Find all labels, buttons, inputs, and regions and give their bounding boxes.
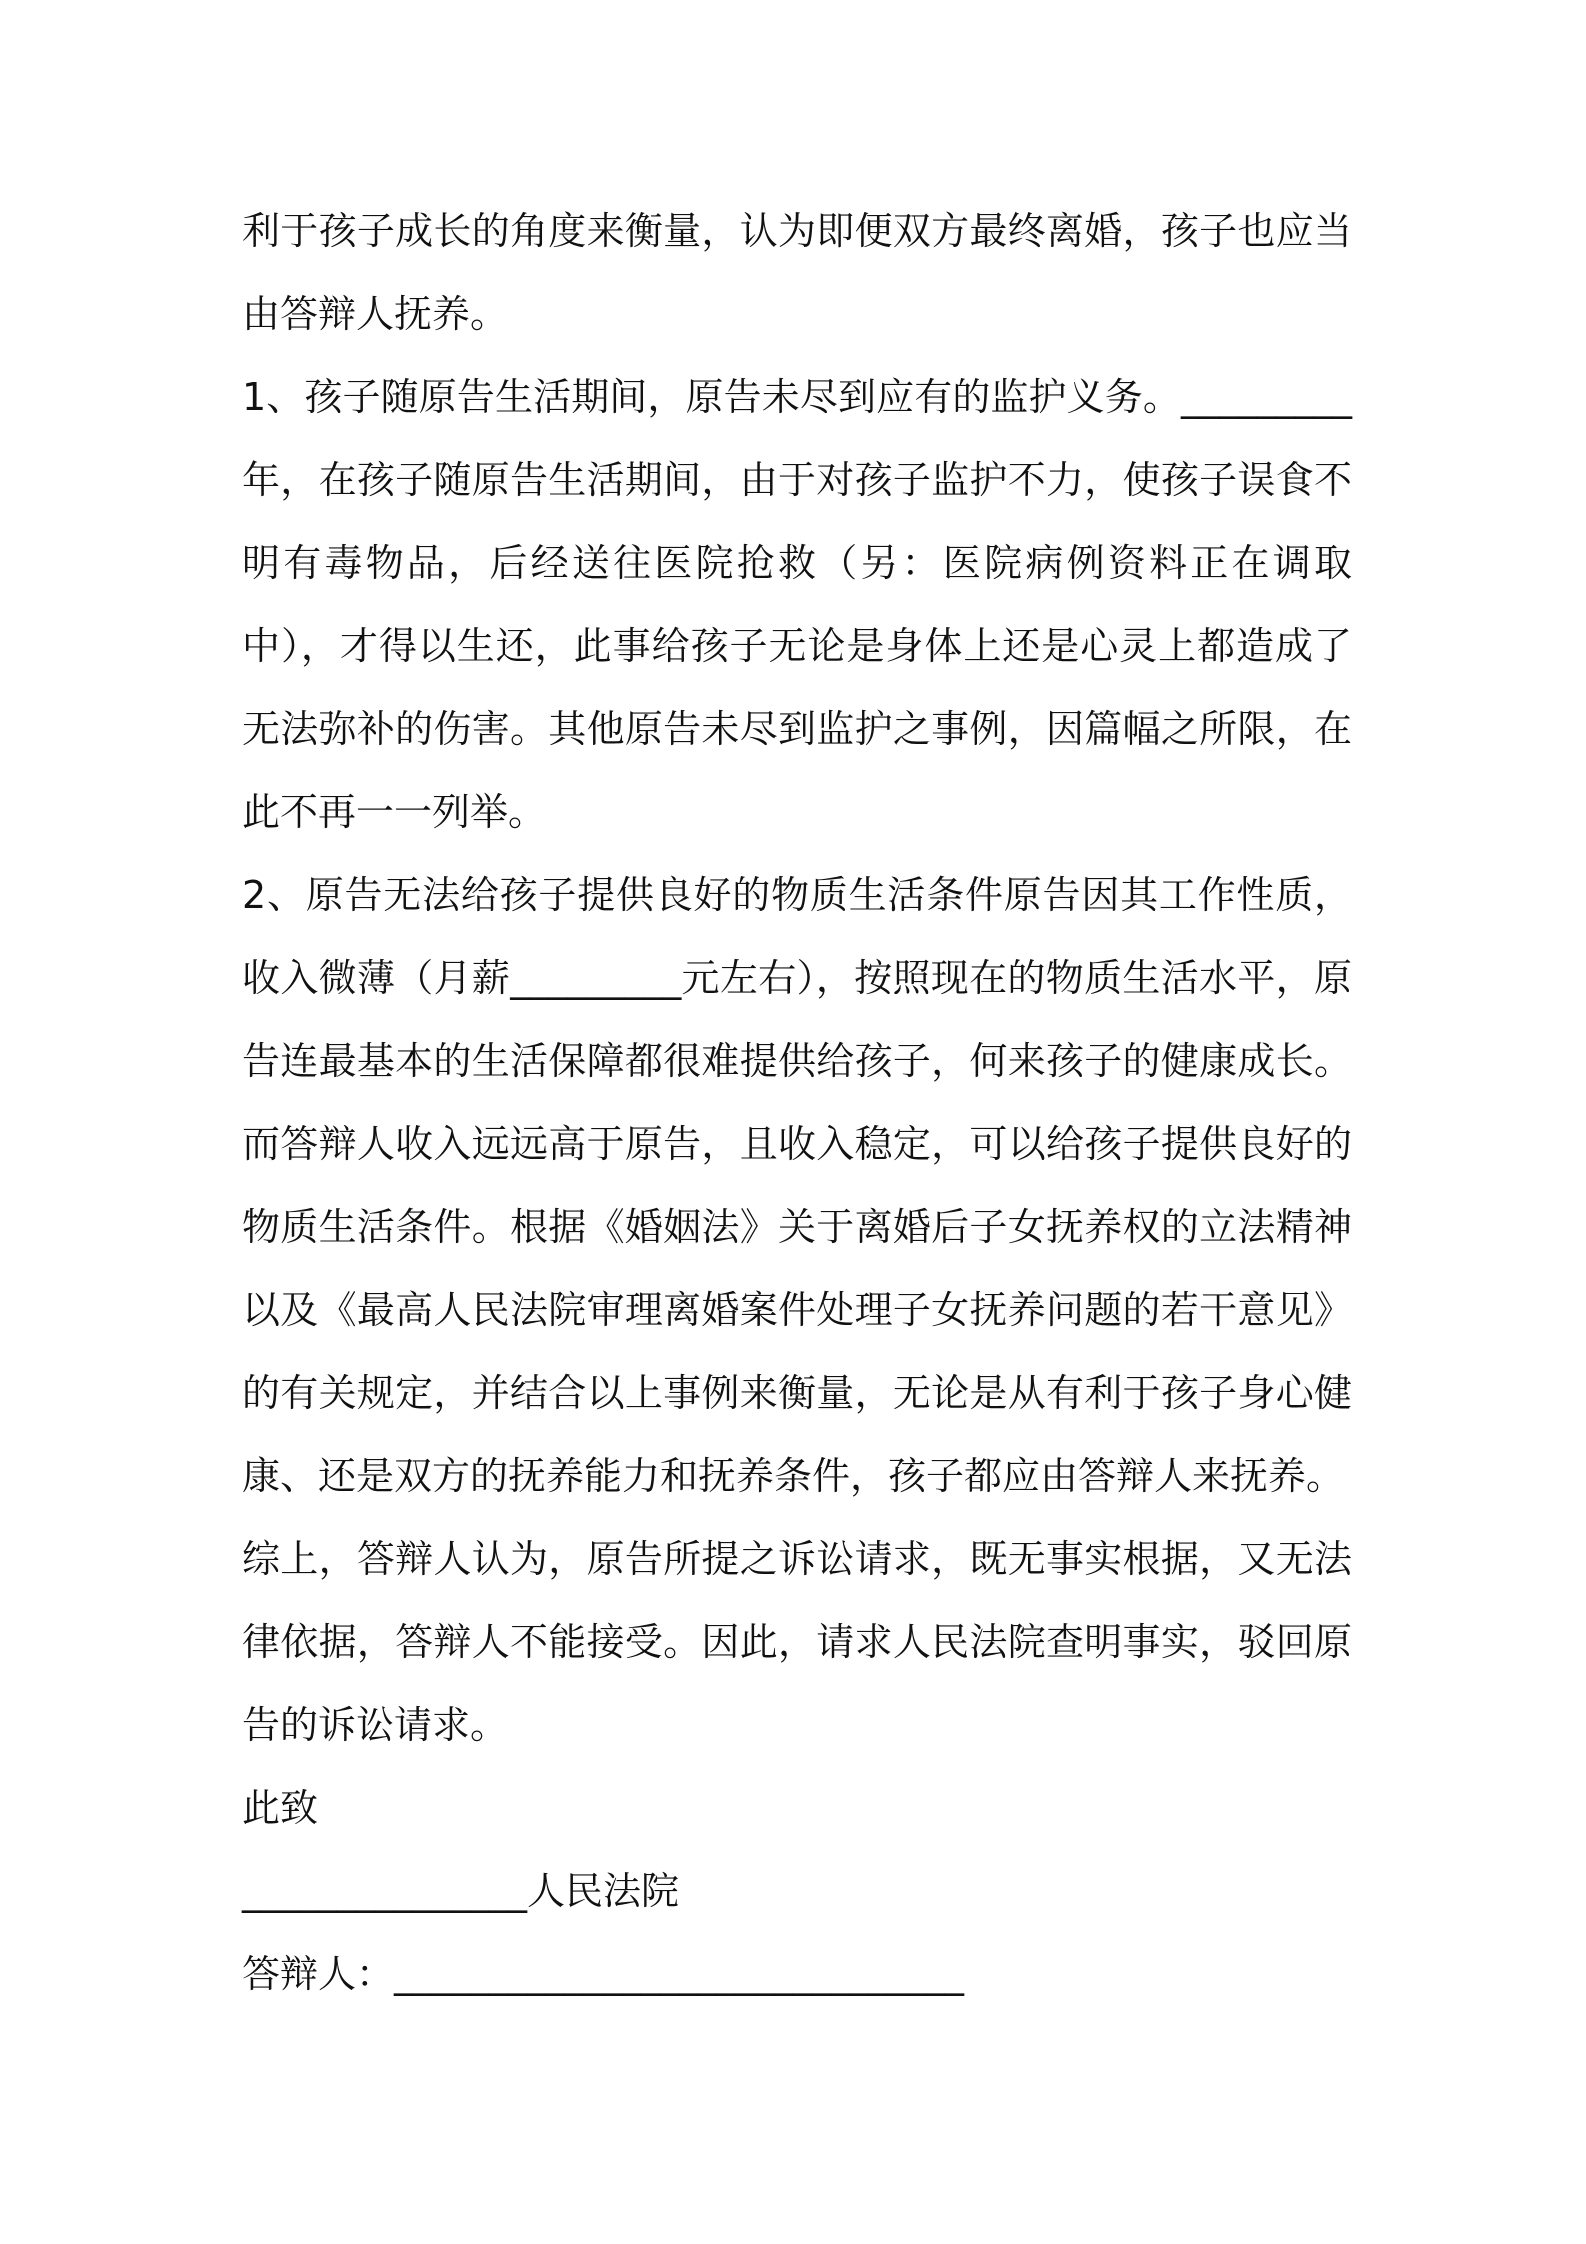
paragraph-summary: 综上，答辩人认为，原告所提之诉讼请求，既无事实根据，又无法律依据，答辩人不能接受。因此，请求人民法院查明事实，驳回原告的诉讼请求。 — [242, 1537, 1352, 1747]
closing-salutation: 此致 — [242, 1786, 319, 1830]
paragraph-guardianship: 1、孩子随原告生活期间，原告未尽到应有的监护义务。_________年，在孩子随原告生活期间，由于对孩子监护不力，使孩子误食不明有毒物品，后经送往医院抢救（另：医院病例资料正在调取中），才得以生还，此事给孩子无论是身体上还是心灵上都造成了无法弥补的伤害。其他原告未尽到监护之事例，因篇幅之所限，在此不再一一列举。 — [242, 375, 1352, 834]
respondent-signature-line: 答辩人：______________________________ — [242, 1952, 965, 1996]
paragraph-custody-conclusion: 利于孩子成长的角度来衡量，认为即便双方最终离婚，孩子也应当由答辩人抚养。 — [242, 209, 1352, 336]
document-body — [242, 190, 1352, 2016]
court-addressee: _______________人民法院 — [242, 1869, 680, 1913]
paragraph-material-conditions: 2、原告无法给孩子提供良好的物质生活条件原告因其工作性质，收入微薄（月薪_________元左右），按照现在的物质生活水平，原告连最基本的生活保障都很难提供给孩子，何来孩子的健康成长。而答辩人收入远远高于原告，且收入稳定，可以给孩子提供良好的物质生活条件。根据《婚姻法》关于离婚后子女抚养权的立法精神以及《最高人民法院审理离婚案件处理子女抚养问题的若干意见》的有关规定，并结合以上事例来衡量，无论是从有利于孩子身心健康、还是双方的抚养能力和抚养条件，孩子都应由答辩人来抚养。 — [242, 873, 1352, 1498]
